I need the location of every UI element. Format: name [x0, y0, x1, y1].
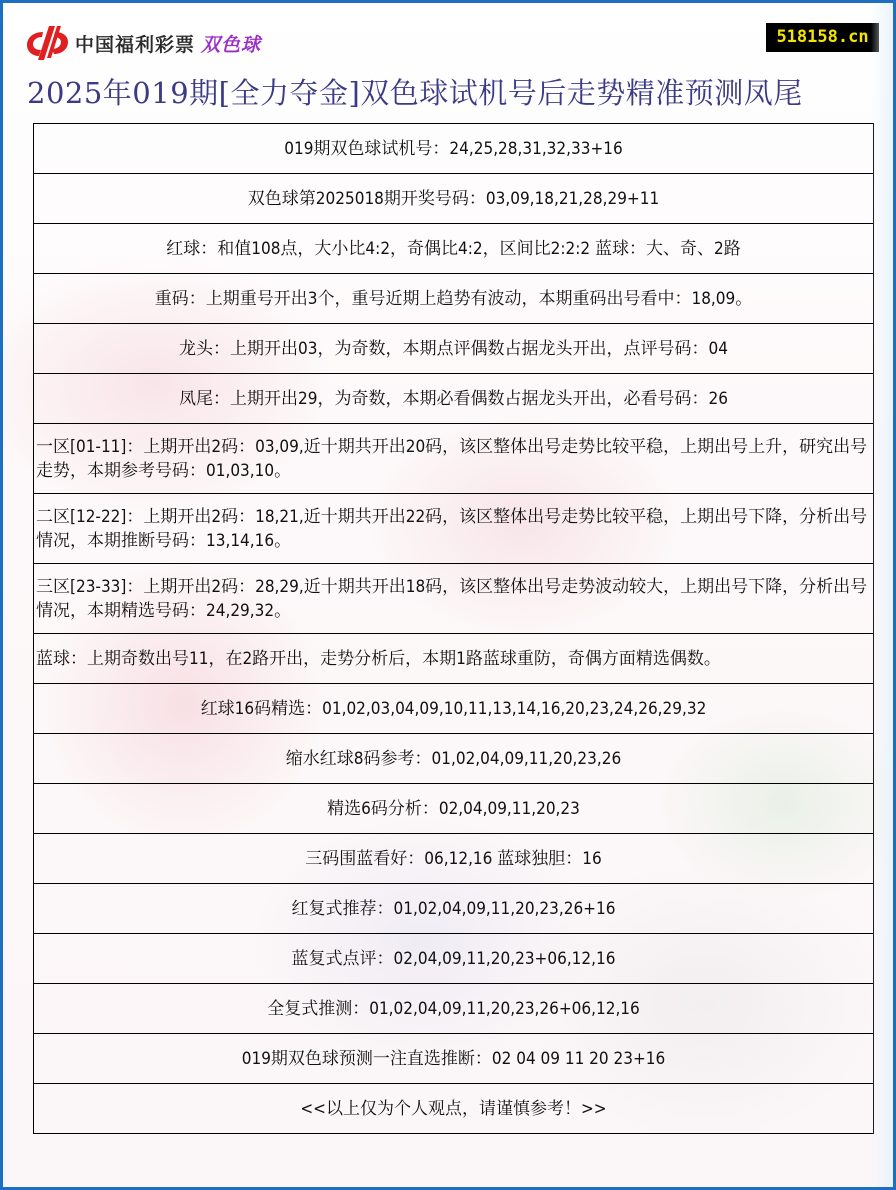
- logo-text: 中国福利彩票: [75, 33, 196, 56]
- zone-1-cell: 一区[01-11]：上期开出2码：03,09,近十期共开出20码，该区整体出号走势比较平稳，上期出号上升，研究出号走势，本期参考号码：01,03,10。: [34, 424, 874, 494]
- logo[interactable]: [25, 25, 261, 61]
- site-badge[interactable]: 518158.cn: [766, 23, 879, 52]
- table-row: [34, 734, 874, 784]
- table-row: [34, 274, 874, 324]
- disclaimer-cell: <<以上仅为个人观点，请谨慎参考！>>: [34, 1084, 874, 1134]
- last-draw-cell: 双色球第2025018期开奖号码：03,09,18,21,28,29+11: [34, 174, 874, 224]
- zone-2-cell: 二区[12-22]：上期开出2码：18,21,近十期共开出22码，该区整体出号走势比较平稳，上期出号下降，分析出号情况，本期推断号码：13,14,16。: [34, 494, 874, 564]
- phoenix-tail-cell: 凤尾：上期开出29，为奇数，本期必看偶数占据龙头开出，必看号码：26: [34, 374, 874, 424]
- table-row: [34, 1034, 874, 1084]
- trial-numbers-cell: 019期双色球试机号：24,25,28,31,32,33+16: [34, 124, 874, 174]
- table-row: [34, 934, 874, 984]
- table-row: [34, 494, 874, 564]
- dragon-head-cell: 龙头：上期开出03，为奇数，本期点评偶数占据龙头开出，点评号码：04: [34, 324, 874, 374]
- blue-3-cell: 三码围蓝看好：06,12,16 蓝球独胆：16: [34, 834, 874, 884]
- table-row: [34, 634, 874, 684]
- table-row: [34, 174, 874, 224]
- table-row: [34, 1084, 874, 1134]
- cwl-lottery-logo-icon: [25, 24, 69, 62]
- prediction-table: [33, 123, 874, 1134]
- table-row: [34, 424, 874, 494]
- red-8-cell: 缩水红球8码参考：01,02,04,09,11,20,23,26: [34, 734, 874, 784]
- zone-3-cell: 三区[23-33]：上期开出2码：28,29,近十期共开出18码，该区整体出号走势波动较大，上期出号下降，分析出号情况，本期精选号码：24,29,32。: [34, 564, 874, 634]
- logo-brand: 双色球: [201, 33, 262, 56]
- table-row: [34, 374, 874, 424]
- draw-stats-cell: 红球：和值108点，大小比4:2，奇偶比4:2，区间比2:2:2 蓝球：大、奇、2路: [34, 224, 874, 274]
- table-row: [34, 984, 874, 1034]
- table-row: [34, 564, 874, 634]
- table-row: [34, 124, 874, 174]
- red-16-cell: 红球16码精选：01,02,03,04,09,10,11,13,14,16,20,23,24,26,29,32: [34, 684, 874, 734]
- full-compound-cell: 全复式推测：01,02,04,09,11,20,23,26+06,12,16: [34, 984, 874, 1034]
- table-row: [34, 684, 874, 734]
- blue-compound-cell: 蓝复式点评：02,04,09,11,20,23+06,12,16: [34, 934, 874, 984]
- table-row: [34, 784, 874, 834]
- page-title: 2025年019期[全力夺金]双色球试机号后走势精准预测凤尾: [27, 76, 803, 110]
- blue-ball-analysis-cell: 蓝球：上期奇数出号11，在2路开出，走势分析后，本期1路蓝球重防，奇偶方面精选偶数。: [34, 634, 874, 684]
- table-row: [34, 834, 874, 884]
- single-pick-cell: 019期双色球预测一注直选推断：02 04 09 11 20 23+16: [34, 1034, 874, 1084]
- repeat-numbers-cell: 重码：上期重号开出3个，重号近期上趋势有波动，本期重码出号看中：18,09。: [34, 274, 874, 324]
- select-6-cell: 精选6码分析：02,04,09,11,20,23: [34, 784, 874, 834]
- table-row: [34, 224, 874, 274]
- table-row: [34, 884, 874, 934]
- table-row: [34, 324, 874, 374]
- red-compound-cell: 红复式推荐：01,02,04,09,11,20,23,26+16: [34, 884, 874, 934]
